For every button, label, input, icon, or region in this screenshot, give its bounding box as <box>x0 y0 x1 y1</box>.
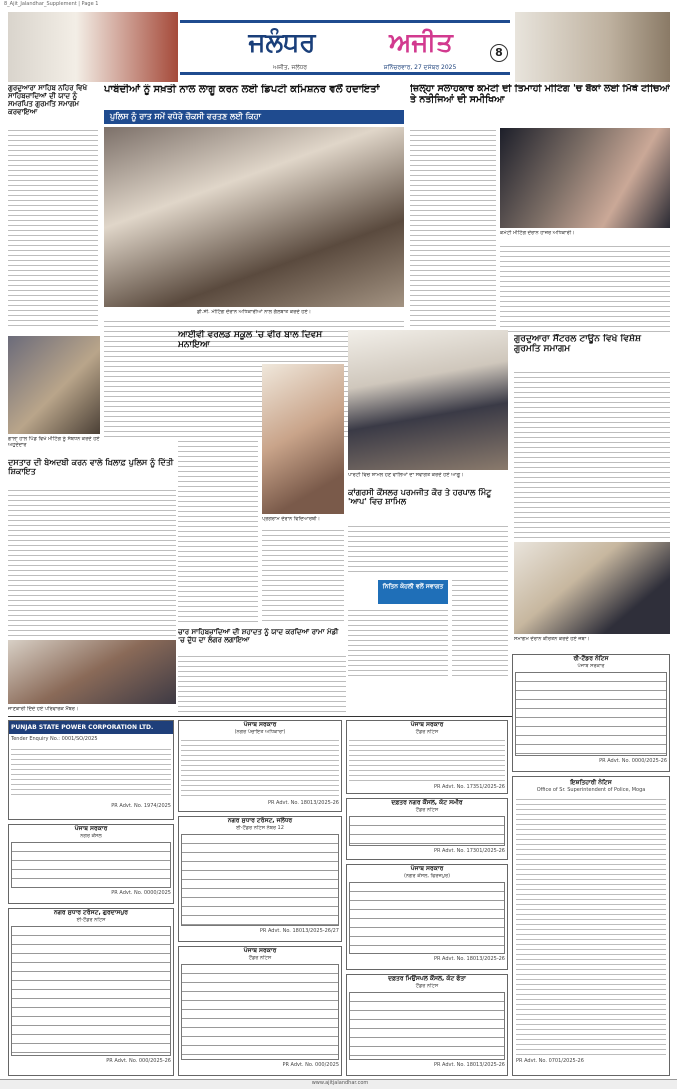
gurdwara-photo <box>514 542 670 634</box>
masthead-left-art <box>8 12 178 82</box>
school-photo <box>262 364 344 514</box>
ad-left-1-ref: PR Advt. No. 0000/2025 <box>111 890 171 896</box>
ad-mid-1 <box>178 720 342 812</box>
gurdwara-body <box>514 370 670 538</box>
ad-cen-4-title: ਦਫ਼ਤਰ ਮਿਉਂਸਪਲ ਕੌਂਸਲ, ਕੋਟ ਫੱਤਾ <box>388 975 466 982</box>
pspcl-ad-ref: PR Advt. No. 1974/2025 <box>111 803 171 809</box>
ad-cen-2-table <box>349 816 505 846</box>
ad-cen-2-title: ਦਫ਼ਤਰ ਨਗਰ ਕੌਂਸਲ, ਕੋਟ ਸਮੀਰ <box>391 799 463 806</box>
right-top-headline: ਜ਼ਿਲ੍ਹਾ ਸਲਾਹਕਾਰ ਕਮੇਟੀ ਦੀ ਤਿਮਾਹੀ ਮੀਟਿੰਗ 'ਚ ਬੈਂਕਾਂ ਲਈ ਮਿੱਥੇ ਟੀਚਿਆਂ ਤੇ ਨਤੀਜਿਆਂ ਦੀ ਸਮੀਖਿਆ <box>410 84 670 105</box>
left-mid-caption: ਜਾਣਕਾਰੀ ਦਿੰਦੇ ਹੋਏ ਪਰਿਵਾਰਕ ਮੈਂਬਰ। <box>8 706 79 712</box>
ad-right-2-body <box>516 797 666 1055</box>
ad-cen-1-sub: ਟੈਂਡਰ ਨੋਟਿਸ <box>415 729 439 735</box>
ad-left-2-table <box>11 926 171 1056</box>
ad-cen-3-title: ਪੰਜਾਬ ਸਰਕਾਰ <box>410 865 444 872</box>
gurdwara-headline: ਗੁਰਦੁਆਰਾ ਸੈਂਟਰਲ ਟਾਊਨ ਵਿਖੇ ਵਿਸ਼ੇਸ਼ ਗੁਰਮਤਿ ਸਮਾਗਮ <box>514 334 641 355</box>
ad-left-1-table <box>11 842 171 888</box>
ad-cen-4-ref: PR Advt. No. 18013/2025-26 <box>433 1062 505 1068</box>
left-top-photo <box>8 336 100 434</box>
ad-mid-2-title: ਨਗਰ ਸੁਧਾਰ ਟਰੱਸਟ, ਜਲੰਧਰ <box>227 817 293 824</box>
ad-mid-2-table <box>181 834 339 926</box>
ad-cen-3-table <box>349 882 505 954</box>
ad-mid-3-ref: PR Advt. No. 000/2025 <box>282 1062 339 1068</box>
masthead-subtitle: ਅਜੀਤ, ਜਲੰਧਰ <box>272 64 307 71</box>
ad-left-2 <box>8 908 174 1076</box>
ad-mid-1-ref: PR Advt. No. 18013/2025-26 <box>267 800 339 806</box>
right-top-body-right <box>500 244 670 334</box>
ad-cen-1 <box>346 720 508 794</box>
print-slug: 8_Ajit_Jalandhar_Supplement | Page 1 <box>4 1 99 7</box>
ad-cen-3 <box>346 864 508 970</box>
ad-right-2 <box>512 776 670 1076</box>
joining-badge: ਨਿਤਿਨ ਕੋਹਲੀ ਵਲੋਂ ਸਵਾਗਤ <box>378 580 448 604</box>
ad-mid-1-body <box>181 738 339 798</box>
ad-left-1-title: ਪੰਜਾਬ ਸਰਕਾਰ <box>74 825 108 832</box>
pspcl-ad-title: PUNJAB STATE POWER CORPORATION LTD. <box>9 721 173 734</box>
right-top-photo <box>500 128 670 228</box>
joining-body <box>348 524 508 576</box>
school-caption: ਪ੍ਰੋਗਰਾਮ ਦੌਰਾਨ ਵਿਦਿਆਰਥੀ। <box>262 516 321 522</box>
ad-right-1-sub: ਪੰਜਾਬ ਸਰਕਾਰ <box>577 663 605 669</box>
ad-left-2-ref: PR Advt. No. 000/2025-26 <box>106 1058 171 1064</box>
ad-left-2-sub: ਈ-ਟੈਂਡਰ ਨੋਟਿਸ <box>76 917 106 923</box>
ad-right-1 <box>512 654 670 772</box>
joining-caption: ਪਾਰਟੀ ਵਿਚ ਸ਼ਾਮਲ ਹੋਣ ਵਾਲਿਆਂ ਦਾ ਸਵਾਗਤ ਕਰਦੇ ਹੋਏ ਆਗੂ। <box>348 472 464 478</box>
pspcl-ad <box>8 720 174 820</box>
lead-photo <box>104 127 404 307</box>
joining-body-3 <box>348 608 448 680</box>
joining-body-2 <box>452 578 508 680</box>
right-top-caption: ਕਮੇਟੀ ਮੀਟਿੰਗ ਦੌਰਾਨ ਹਾਜ਼ਰ ਅਧਿਕਾਰੀ। <box>500 230 575 236</box>
school-body-2 <box>262 528 344 624</box>
masthead-title-left: ਜਲੰਧਰ <box>248 28 316 58</box>
ad-cen-1-title: ਪੰਜਾਬ ਸਰਕਾਰ <box>410 721 444 728</box>
footer-text: www.ajitjalandhar.com <box>311 1080 369 1086</box>
pspcl-ad-body <box>11 747 171 799</box>
masthead-right-art <box>515 12 670 82</box>
left-mid-headline: ਦਸਤਾਰ ਦੀ ਬੇਅਦਬੀ ਕਰਨ ਵਾਲੇ ਖ਼ਿਲਾਫ਼ ਪੁਲਿਸ ਨੂੰ ਦਿੱਤੀ ਸ਼ਿਕਾਇਤ <box>8 458 174 477</box>
ad-right-2-ref: PR Advt. No. 0701/2025-26 <box>516 1058 584 1064</box>
ad-left-1 <box>8 824 174 904</box>
ad-mid-1-sub: (ਨਗਰ ਪੰਚਾਇਤ ਅਧਿਕਾਰਾ) <box>234 729 286 735</box>
left-mid-photo <box>8 640 176 704</box>
left-top-headline: ਗੁਰਦੁਆਰਾ ਸਾਹਿਬ ਨਹਿਰ ਵਿਖੇ ਸਾਹਿਬਜ਼ਾਦਿਆਂ ਦੀ ਯਾਦ ਨੂੰ ਸਮਰਪਿਤ ਗੁਰਮਤਿ ਸਮਾਗਮ ਕਰਵਾਇਆ <box>8 84 88 117</box>
right-top-body-left <box>410 128 496 328</box>
ad-mid-2 <box>178 816 342 942</box>
left-mid-body <box>8 488 176 638</box>
ad-cen-4-sub: ਟੈਂਡਰ ਨੋਟਿਸ <box>415 983 439 989</box>
ad-cen-2-sub: ਟੈਂਡਰ ਨੋਟਿਸ <box>415 807 439 813</box>
ad-right-1-title: ਰੀ-ਟੈਂਡਰ ਨੋਟਿਸ <box>573 655 609 662</box>
ad-left-1-sub: ਨਗਰ ਕੌਂਸਲ <box>80 833 102 839</box>
langar-headline: ਚਾਰ ਸਾਹਿਬਜ਼ਾਦਿਆਂ ਦੀ ਸ਼ਹਾਦਤ ਨੂੰ ਯਾਦ ਕਰਦਿਆਂ ਰਾਮਾ ਮੰਡੀ 'ਚ ਦੁੱਧ ਦਾ ਲੰਗਰ ਲਗਾਇਆ <box>178 628 339 645</box>
ad-cen-1-ref: PR Advt. No. 17351/2025-26 <box>433 784 505 790</box>
lead-headline: ਪਾਬੰਦੀਆਂ ਨੂੰ ਸਖ਼ਤੀ ਨਾਲ ਲਾਗੂ ਕਰਨ ਲਈ ਡਿਪਟੀ ਕਮਿਸ਼ਨਰ ਵਲੋਂ ਹਦਾਇਤਾਂ <box>104 84 380 95</box>
ad-cen-2-ref: PR Advt. No. 17301/2025-26 <box>433 848 505 854</box>
school-headline: ਆਈਵੀ ਵਰਲਡ ਸਕੂਲ 'ਚ ਵੀਰ ਬਾਲ ਦਿਵਸ ਮਨਾਇਆ <box>178 330 323 351</box>
joining-headline: ਕਾਂਗਰਸੀ ਕੌਂਸਲਰ ਪਰਮਜੀਤ ਕੌਰ ਤੇ ਹਰਪਾਲ ਮਿੰਟੂ 'ਆਪ' ਵਿਚ ਸ਼ਾਮਿਲ <box>348 488 492 507</box>
school-body <box>178 364 258 624</box>
lead-caption: ਡੀ.ਸੀ. ਮੀਟਿੰਗ ਦੌਰਾਨ ਅਧਿਕਾਰੀਆਂ ਨਾਲ ਗੱਲਬਾਤ ਕਰਦੇ ਹੋਏ। <box>196 309 312 315</box>
ad-mid-2-sub: ਈ-ਟੈਂਡਰ ਨੋਟਿਸ ਨੰਬਰ 12 <box>236 825 284 831</box>
ad-mid-1-title: ਪੰਜਾਬ ਸਰਕਾਰ <box>243 721 277 728</box>
ad-right-2-title: ਇਸ਼ਤਿਹਾਰੀ ਨੋਟਿਸ <box>570 779 612 786</box>
langar-body <box>178 654 346 714</box>
ad-mid-3-sub: ਟੈਂਡਰ ਨੋਟਿਸ <box>248 955 272 961</box>
ad-cen-2 <box>346 798 508 860</box>
left-top-body <box>8 128 98 330</box>
ad-mid-3-table <box>181 964 339 1060</box>
joining-photo <box>348 330 508 470</box>
ad-mid-3 <box>178 946 342 1076</box>
ad-left-2-title: ਨਗਰ ਸੁਧਾਰ ਟਰੱਸਟ, ਗੁਰਦਾਸਪੁਰ <box>54 909 128 916</box>
masthead-title-right: ਅਜੀਤ <box>389 28 453 58</box>
ad-mid-3-title: ਪੰਜਾਬ ਸਰਕਾਰ <box>243 947 277 954</box>
pspcl-ad-sub: Tender Enquiry No.: 0001/SO/2025 <box>11 736 98 742</box>
ad-cen-4 <box>346 974 508 1076</box>
masthead-date: ਸ਼ਨਿੱਚਰਵਾਰ, 27 ਦਸੰਬਰ 2025 <box>383 64 457 71</box>
ad-right-1-table <box>515 672 667 756</box>
page-number-badge: 8 <box>490 44 508 62</box>
ad-mid-2-ref: PR Advt. No. 18013/2025-26/27 <box>259 928 339 934</box>
left-top-caption: ਗਾਲਾ ਹਾਲ ਪਿੰਡ ਵਿਖੇ ਮੀਟਿੰਗ ਨੂੰ ਸੰਬੋਧਨ ਕਰਦੇ ਹੋਏ ਅਹੁਦੇਦਾਰ <box>8 436 100 448</box>
ad-right-1-ref: PR Advt. No. 0000/2025-26 <box>599 758 667 764</box>
ad-right-2-sub: Office of Sr. Superintendent of Police, Moga <box>536 787 646 793</box>
ad-cen-3-ref: PR Advt. No. 18013/2025-26 <box>433 956 505 962</box>
ad-cen-4-table <box>349 992 505 1060</box>
ad-cen-3-sub: (ਨਗਰ ਕੌਂਸਲ, ਫਿਰੋਜ਼ਪੁਰ) <box>403 873 451 879</box>
ad-cen-1-body <box>349 738 505 782</box>
gurdwara-caption: ਸਮਾਗਮ ਦੌਰਾਨ ਕੀਰਤਨ ਕਰਦੇ ਹੋਏ ਜਥਾ। <box>514 636 590 642</box>
lead-subhead: ਪੁਲਿਸ ਨੂੰ ਰਾਤ ਸਮੇਂ ਵਧੇਰੇ ਚੌਕਸੀ ਵਰਤਣ ਲਈ ਕਿਹਾ <box>104 110 404 124</box>
